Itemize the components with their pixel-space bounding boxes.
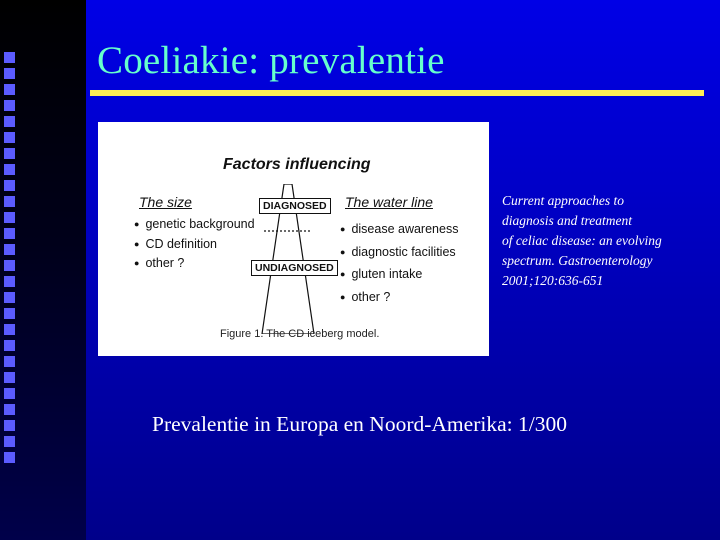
undiagnosed-label: UNDIAGNOSED [251,260,338,276]
waterline-factors-list [340,222,458,312]
list-item: ● disease awareness [340,222,458,245]
prevalence-statement: Prevalentie in Europa en Noord-Amerika: 1/300 [152,412,567,436]
list-item: ● diagnostic facilities [340,245,458,268]
diagnosed-label: DIAGNOSED [259,198,331,214]
list-item: ● CD definition [134,237,255,257]
list-item: ● other ? [340,290,458,313]
citation-text: Current approaches to diagnosis and treatment of celiac disease: an evolving spectrum. Gastroenterology 2001;120:636-651 [502,193,662,288]
title-underline [90,90,704,96]
size-factors-list [134,217,255,276]
list-item: ● other ? [134,256,255,276]
decorative-square-column [4,52,18,492]
figure-title: Factors influencing [223,156,371,173]
list-item: ● gluten intake [340,267,458,290]
size-heading: The size [139,194,192,210]
iceberg-figure [98,122,489,356]
waterline-heading: The water line [345,194,433,210]
list-item: ● genetic background [134,217,255,237]
figure-caption: Figure 1. The CD iceberg model. [220,328,380,340]
slide-title: Coeliakie: prevalentie [97,39,445,82]
